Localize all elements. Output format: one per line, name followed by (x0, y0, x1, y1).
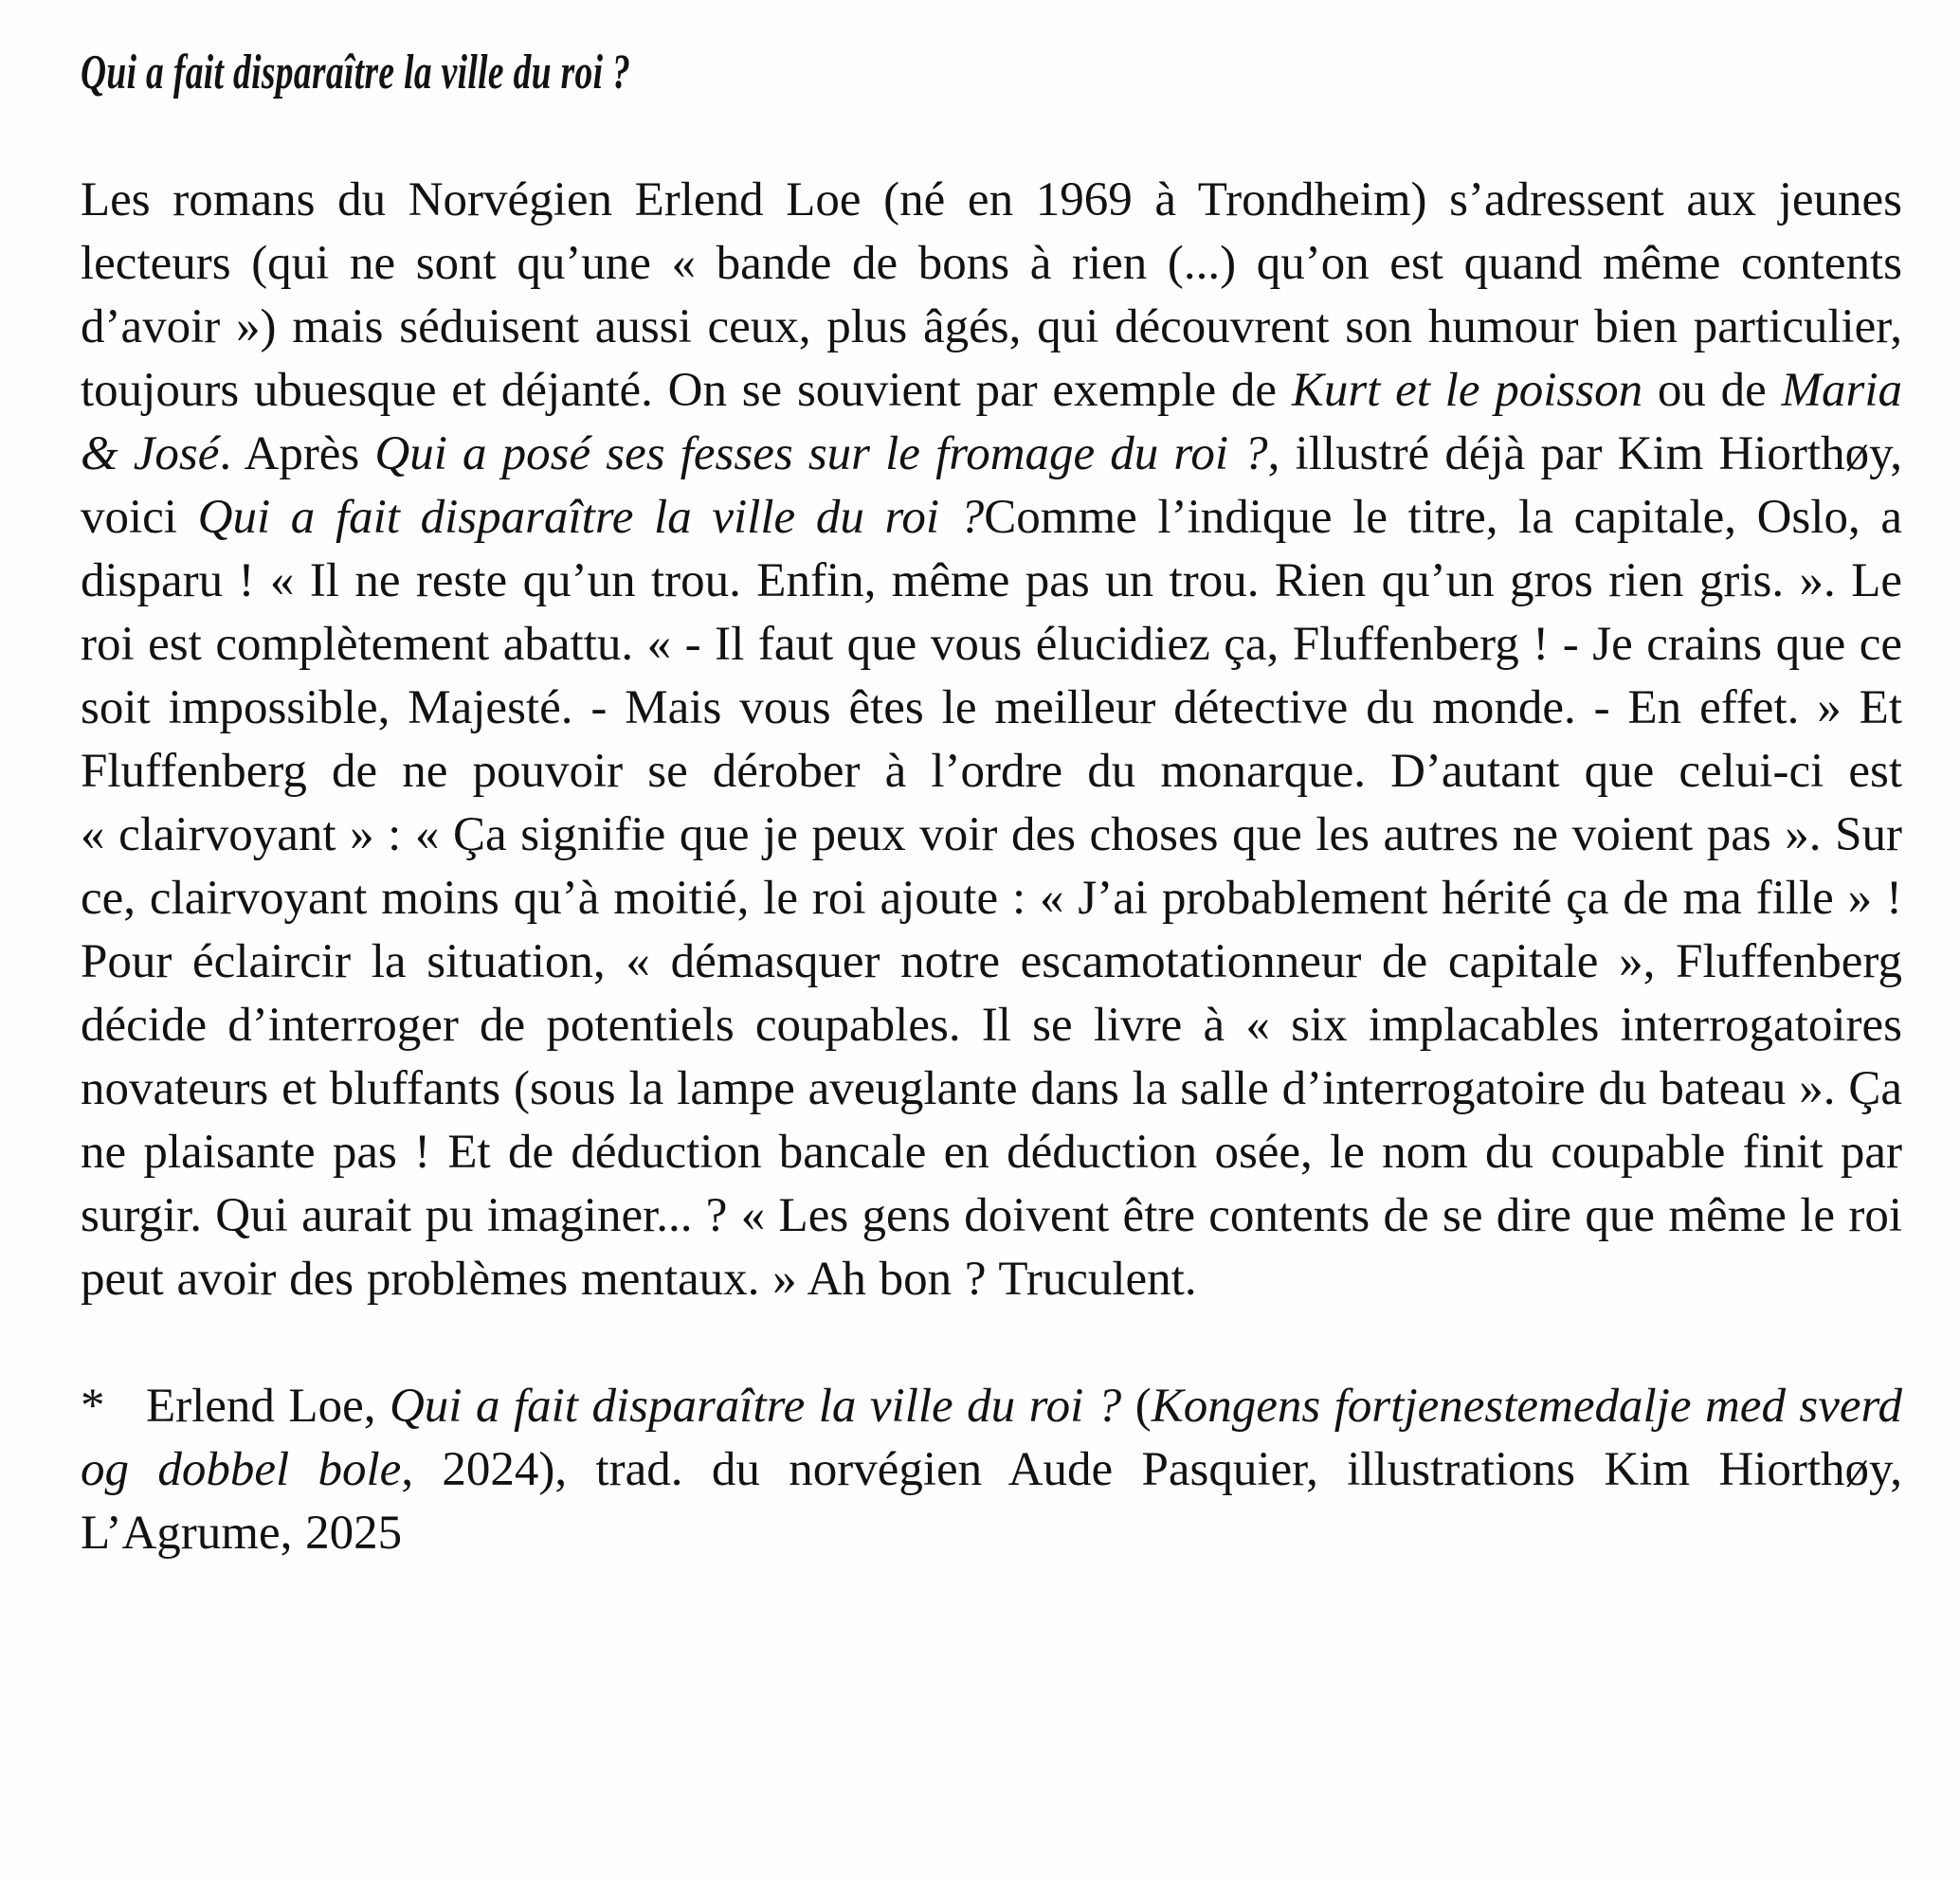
text-run: , 2024), trad. du norvégien Aude Pasquier, illustrations Kim Hiorthøy, L’Agrume, 2025 (81, 1443, 1902, 1560)
italic-text-run: Qui a posé ses fesses sur le fromage du roi ? (374, 427, 1268, 480)
review-paragraph (81, 169, 1902, 1311)
italic-text-run: Qui a fait disparaître la ville du roi ? (197, 491, 985, 544)
italic-text-run: Maria & José (81, 364, 1903, 480)
italic-text-run: Kongens fortjenestemedalje med sverd og dobbel bole (81, 1380, 1903, 1496)
text-run: , illustré déjà par Kim Hiorthøy, voici (81, 427, 1903, 544)
text-run: Les romans du Norvégien Erlend Loe (né en 1969 à Trondheim) s’adressent aux jeunes lecteurs (qui ne sont qu’une « bande de bons à rien (...) qu’on est quand même contents d’avoir ») mais séduisent aussi ceux, plus âgés, qui découvrent son humour bien particulier, toujours ubuesque et déjanté. On se souvient par exemple de (81, 173, 1902, 417)
document-title: Qui a fait disparaître la ville du roi ? (81, 45, 631, 99)
text-run: * Erlend Loe, (81, 1380, 390, 1433)
text-run: . Après (219, 427, 375, 480)
text-run: ( (1121, 1380, 1152, 1433)
italic-text-run: Kurt et le poisson (1291, 364, 1643, 417)
footnote-reference (81, 1375, 1902, 1565)
text-run: Comme l’indique le titre, la capitale, Oslo, a disparu ! « Il ne reste qu’un trou. Enfin, même pas un trou. Rien qu’un gros rien gris. ». Le roi est complètement abattu. « - Il faut que vous élucidiez ça, Fluffenberg ! - Je crains que ce soit impossible, Majesté. - Mais vous êtes le meilleur détective du monde. - En effet. » Et Fluffenberg de ne pouvoir se dérober à l’ordre du monarque. D’autant que celui-ci est « clairvoyant » : « Ça signifie que je peux voir des choses que les autres ne voient pas ». Sur ce, clairvoyant moins qu’à moitié, le roi ajoute : « J’ai probablement hérité ça de ma fille » ! Pour éclaircir la situation, « démasquer notre escamotationneur de capitale », Fluffenberg décide d’interroger de potentiels coupables. Il se livre à « six implacables interrogatoires novateurs et bluffants (sous la lampe aveuglante dans la salle d’interrogatoire du bateau ». Ça ne plaisante pas ! Et de déduction bancale en déduction osée, le nom du coupable finit par surgir. Qui aurait pu imaginer... ? « Les gens doivent être contents de se dire que même le roi peut avoir des problèmes mentaux. » Ah bon ? Truculent. (81, 491, 1902, 1306)
italic-text-run: Qui a fait disparaître la ville du roi ? (389, 1380, 1122, 1433)
text-run: ou de (1642, 364, 1782, 417)
